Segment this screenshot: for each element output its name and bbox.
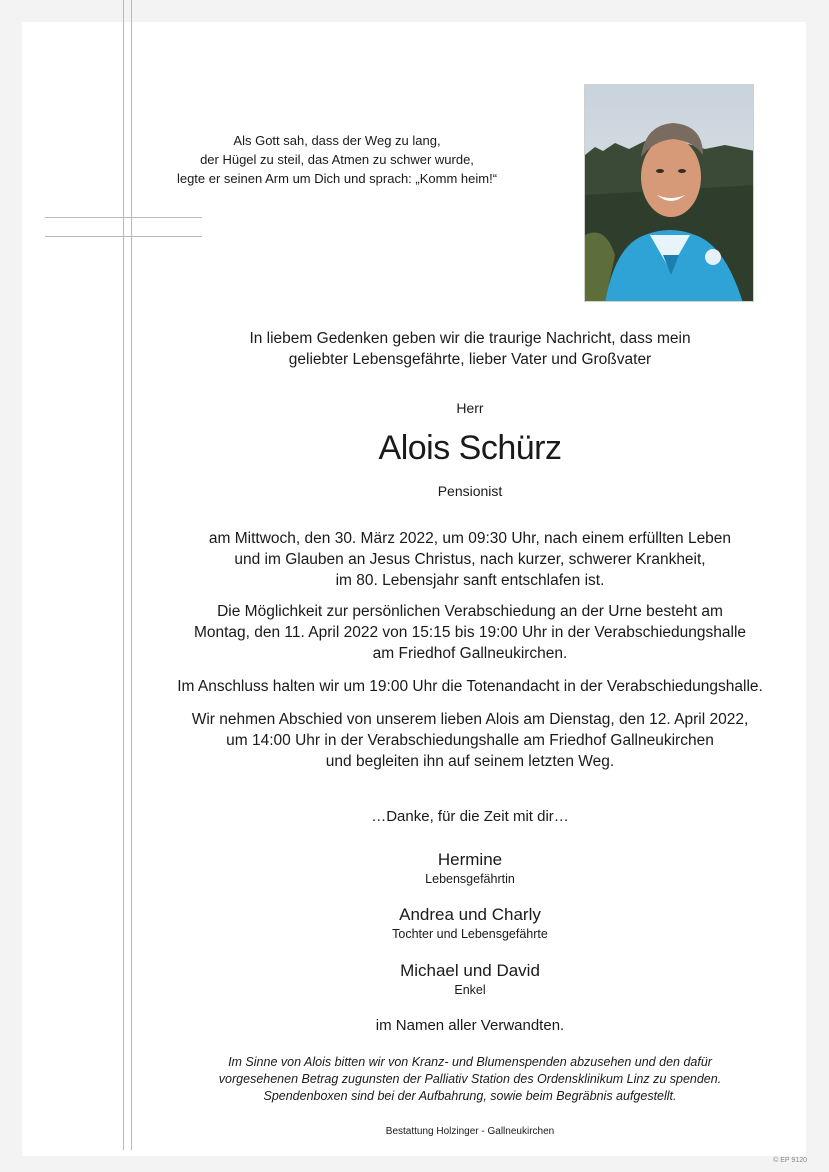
portrait-photo [584,84,754,302]
mourner-role: Tochter und Lebensgefährte [392,927,548,941]
mourner-role: Enkel [454,983,486,997]
donation-note: Im Sinne von Alois bitten wir von Kranz- und Blumenspenden abzusehen und den dafür vorgesehenen Betrag zugunsten der Palliativ Station des Ordensklinikum Linz zu spenden. Spendenboxen sind bei der Aufbahrung, sowie beim Begräbnis aufgestellt. [218,1055,722,1103]
occupation: Pensionist [437,483,503,499]
prayer-service-paragraph: Im Anschluss halten wir um 19:00 Uhr die Totenandacht in der Verabschiedungshalle. [177,678,763,695]
mourner-name: Michael und David [400,961,540,980]
mourner-entry [150,961,790,997]
mourner-entry [150,905,790,941]
intro-text: In liebem Gedenken geben wir die traurige Nachricht, dass mein geliebter Lebensgefährte, lieber Vater und Großvater [249,330,691,368]
funeral-paragraph: Wir nehmen Abschied von unserem lieben Alois am Dienstag, den 12. April 2022, um 14:00 Uhr in der Verabschiedungshalle am Friedhof Gallneukirchen und begleiten ihn auf seinem letzten Weg. [191,711,749,770]
death-notice-paragraph: am Mittwoch, den 30. März 2022, um 09:30 Uhr, nach einem erfüllten Leben und im Glauben an Jesus Christus, nach kurzer, schwerer Krankheit, im 80. Lebensjahr sanft entschlafen ist. [208,530,732,589]
print-code: © EP 9120 [773,1157,807,1164]
thanks-line: …Danke, für die Zeit mit dir… [371,808,569,825]
undertaker-credit: Bestattung Holzinger - Gallneukirchen [385,1126,555,1137]
mourner-name: Hermine [437,850,503,869]
cross-vertical-bar [123,0,132,1150]
memorial-poem: Als Gott sah, dass der Weg zu lang, der Hügel zu steil, das Atmen zu schwer wurde, legte er seinen Arm um Dich und sprach: „Komm heim!“ [176,133,498,186]
mourner-role: Lebensgefährtin [425,872,515,886]
mourner-entry [150,850,790,886]
farewell-viewing-paragraph: Die Möglichkeit zur persönlichen Verabschiedung an der Urne besteht am Montag, den 11. April 2022 von 15:15 bis 19:00 Uhr in der Verabschiedungshalle am Friedhof Gallneukirchen. [193,603,747,662]
salutation: Herr [456,400,484,416]
family-closing: im Namen aller Verwandten. [375,1017,565,1034]
deceased-name: Alois Schürz [378,429,562,467]
mourner-name: Andrea und Charly [399,905,541,924]
